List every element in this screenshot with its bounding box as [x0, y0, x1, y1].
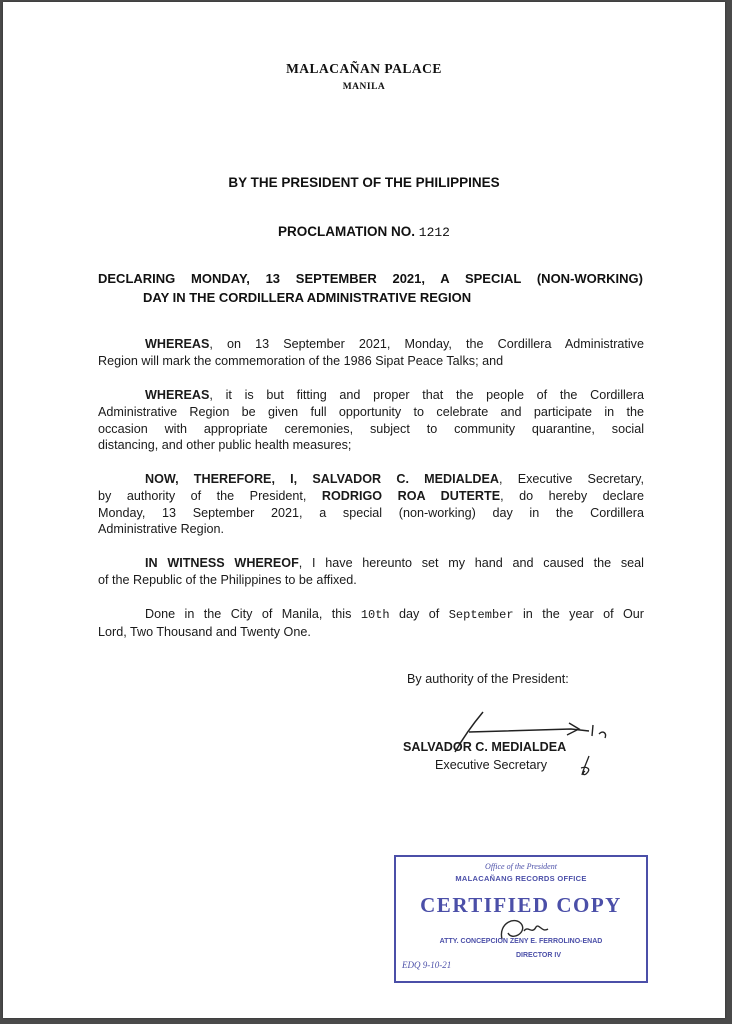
whereas-lead: WHEREAS [145, 337, 210, 351]
signatory-name: SALVADOR C. MEDIALDEA [403, 740, 567, 754]
now-therefore-paragraph: NOW, THEREFORE, I, SALVADOR C. MEDIALDEA, Executive Secretary, by authority of the President, RODRIGO ROA DUTERTE, do hereby declare Monday, 13 September 2021, a special (non-working) day in the Cordillera Administrative Region. [98, 472, 644, 537]
document-page [3, 2, 725, 1018]
stamp-initials-date: EDQ 9-10-21 [402, 960, 452, 970]
whereas-paragraph-1: WHEREAS, on 13 September 2021, Monday, the Cordillera Administrative Region will mark the commemoration of the 1986 Sipat Peace Talks; and [98, 337, 644, 368]
stamp-records-office: MALACAÑANG RECORDS OFFICE [455, 874, 587, 883]
city-heading: MANILA [342, 82, 386, 92]
initials-mark [577, 754, 597, 778]
whereas-paragraph-2: WHEREAS, it is but fitting and proper that the people of the Cordillera Administrative Region be given full opportunity to celebrate and participate in the occasion with appropriate ceremonies, subject to community quarantine, social distancing, and other public health measures; [98, 388, 644, 453]
day-value: 10th [360, 608, 390, 622]
stamp-certified-copy: CERTIFIED COPY [420, 893, 622, 917]
palace-heading: MALACAÑAN PALACE [286, 61, 442, 76]
authority-heading: BY THE PRESIDENT OF THE PHILIPPINES [228, 175, 500, 190]
by-authority-line: By authority of the President: [407, 672, 569, 686]
certified-copy-stamp [394, 855, 648, 983]
proclamation-number: 1212 [418, 225, 450, 240]
done-paragraph: Done in the City of Manila, this 10th day of September in the year of Our Lord, Two Thousand and Twenty One. [98, 607, 644, 639]
document-title-line-2: DAY IN THE CORDILLERA ADMINISTRATIVE REGION [143, 290, 472, 305]
stamp-office: Office of the President [485, 862, 557, 871]
witness-lead: IN WITNESS WHEREOF [145, 556, 299, 570]
proclamation-heading [3, 224, 725, 240]
month-value: September [448, 608, 514, 622]
witness-paragraph: IN WITNESS WHEREOF, I have hereunto set my hand and caused the seal of the Republic of the Philippines to be affixed. [98, 556, 644, 587]
stamp-position: DIRECTOR IV [516, 952, 561, 959]
whereas-lead: WHEREAS [145, 388, 210, 402]
signatory-title: Executive Secretary [435, 758, 547, 772]
stamp-signatory: ATTY. CONCEPCION ZENY E. FERROLINO-ENAD [439, 938, 603, 945]
declarant-name: NOW, THEREFORE, I, SALVADOR C. MEDIALDEA [145, 472, 500, 486]
president-name: RODRIGO ROA DUTERTE [321, 488, 501, 503]
proclamation-label: PROCLAMATION NO. [278, 224, 415, 239]
document-title-line-1: DECLARING MONDAY, 13 SEPTEMBER 2021, A SPECIAL (NON-WORKING) [98, 271, 643, 286]
